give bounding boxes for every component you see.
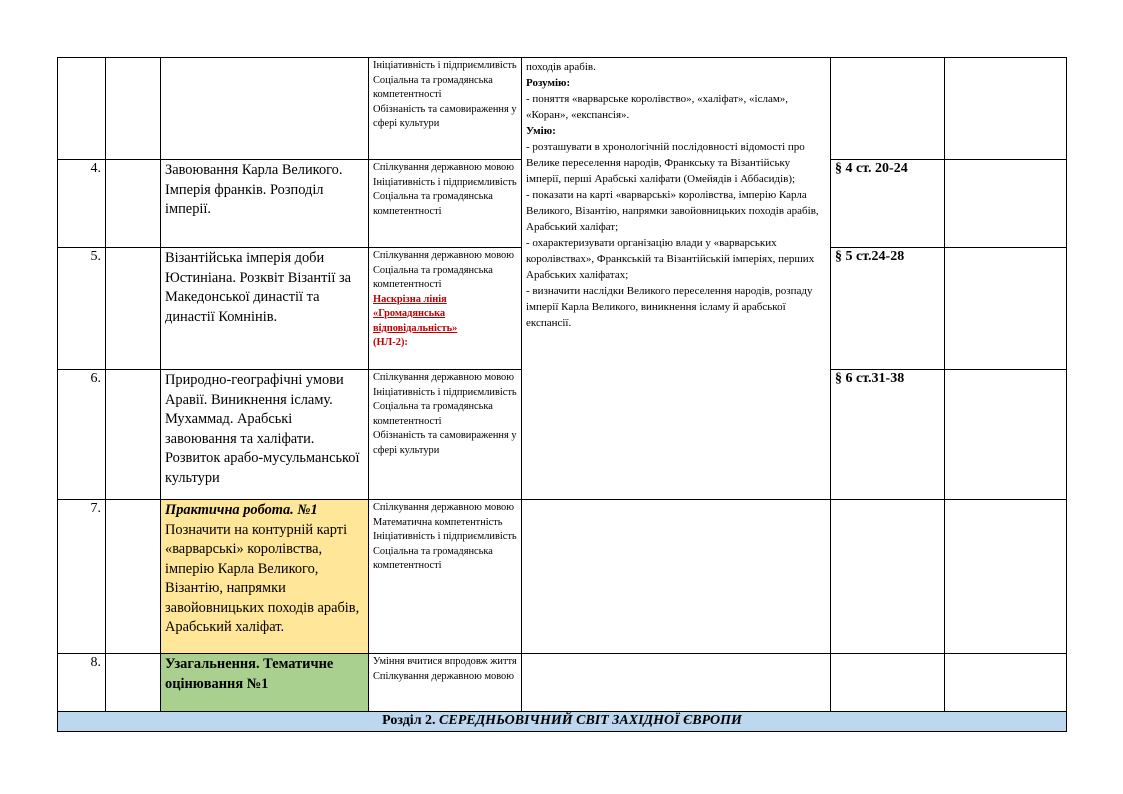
textbook-paragraph [831,58,945,160]
outcomes-empty-cell [522,654,831,712]
competency: Ініціативність і підприємливість [373,60,517,71]
competencies-cell [369,248,522,370]
competency: Спілкування державною мовою [373,670,515,682]
textbook-paragraph [831,500,945,654]
practical-work-title: Практична робота. №1 [165,502,318,518]
date-cell [106,500,161,654]
lesson-topic [161,58,369,160]
outcome-heading-can: Умію: [526,125,556,137]
outcome-heading-understand: Розумію: [526,77,571,89]
learning-outcomes [522,58,831,500]
competencies-cell [369,58,522,160]
lesson-number [58,58,106,160]
competency: Ініціативність і підприємливість [373,386,517,398]
notes-cell [945,160,1067,248]
date-cell [106,248,161,370]
lesson-number: 7. [58,500,106,654]
lesson-number: 6. [58,370,106,500]
competency: Спілкування державною мовою [373,250,515,261]
competency: Уміння вчитися впродовж життя [373,656,517,667]
date-cell [106,58,161,160]
competency: Ініціативність і підприємливість [373,176,517,188]
cross-cutting-line-code: (НЛ-2): [373,337,408,348]
competencies-cell [369,160,522,248]
competency: Соціальна та громадянська компетентності [373,74,493,100]
table-row [58,500,1067,654]
textbook-paragraph [831,654,945,712]
competency: Ініціативність і підприємливість [373,531,517,542]
outcome-line: - визначити наслідки Великого переселення народів, розпаду імперії Карла Великого, виникнення ісламу й арабської експансії. [526,285,813,329]
competency: Спілкування державною мовою [373,162,515,173]
lesson-number: 4. [58,160,106,248]
lesson-number: 5. [58,248,106,370]
outcome-line: - показати на карті «варварські» королівства, імперію Карла Великого, Візантію, напрямки завойовницьких походів арабів, Арабський халіфат; [526,189,819,233]
cross-cutting-line: Наскрізна лінія «Громадянська відповідальність» [373,293,458,334]
textbook-paragraph: § 4 ст. 20-24 [831,160,945,248]
lesson-topic: Природно-географічні умови Аравії. Виникнення ісламу. Мухаммад. Арабські завоювання та халіфати. Розвиток арабо-мусульманської культури [161,370,369,500]
competency: Спілкування державною мовою [373,372,515,383]
notes-cell [945,248,1067,370]
lesson-plan-table [57,57,1067,732]
date-cell [106,654,161,712]
competency: Спілкування державною мовою [373,502,515,513]
table-row [58,58,1067,160]
competency: Соціальна та громадянська компетентності [373,264,493,290]
practical-work-topic [161,500,369,654]
summary-topic: Узагальнення. Тематичне оцінювання №1 [161,654,369,712]
outcome-line: - поняття «варварське королівство», «халіфат», «іслам», «Коран», «експансія». [526,93,789,121]
section-header [58,712,1067,732]
competency: Обізнаність та самовираження у сфері культури [373,103,517,129]
table-row [58,654,1067,712]
competencies-cell [369,654,522,712]
section-header-row [58,712,1067,732]
competencies-cell [369,500,522,654]
competencies-cell [369,370,522,500]
section-prefix: Розділ 2. [382,713,436,728]
competency: Соціальна та громадянська компетентності [373,545,493,571]
section-title: СЕРЕДНЬОВІЧНИЙ СВІТ ЗАХІДНОЇ ЄВРОПИ [439,713,742,728]
date-cell [106,160,161,248]
notes-cell [945,58,1067,160]
date-cell [106,370,161,500]
competency: Соціальна та громадянська компетентності [373,401,493,427]
outcome-line: - розташувати в хронологічній послідовності відомості про Велике переселення народів, Франкську та Візантійську імперії, перші Арабські халіфати (Омейядів і Аббасидів); [526,141,805,185]
notes-cell [945,370,1067,500]
notes-cell [945,500,1067,654]
outcome-line: походів арабів. [526,61,596,73]
competency: Обізнаність та самовираження у сфері культури [373,430,517,456]
practical-work-text: Позначити на контурній карті «варварські» королівства, імперію Карла Великого, Візантію, напрямки завойовницьких походів арабів, Арабський халіфат. [165,521,360,635]
competency: Математична компетентність [373,516,503,528]
lesson-number: 8. [58,654,106,712]
textbook-paragraph: § 5 ст.24-28 [831,248,945,370]
textbook-paragraph: § 6 ст.31-38 [831,370,945,500]
lesson-topic: Візантійська імперія доби Юстиніана. Розквіт Візантії за Македонської династії та династії Комнінів. [161,248,369,370]
outcomes-empty-cell [522,500,831,654]
outcome-line: - охарактеризувати організацію влади у «варварських королівствах», Франкській та Візантійській імперіях, перших Арабських халіфатах; [526,237,815,281]
competency: Соціальна та громадянська компетентності [373,191,493,217]
notes-cell [945,654,1067,712]
lesson-topic: Завоювання Карла Великого. Імперія франків. Розподіл імперії. [161,160,369,248]
